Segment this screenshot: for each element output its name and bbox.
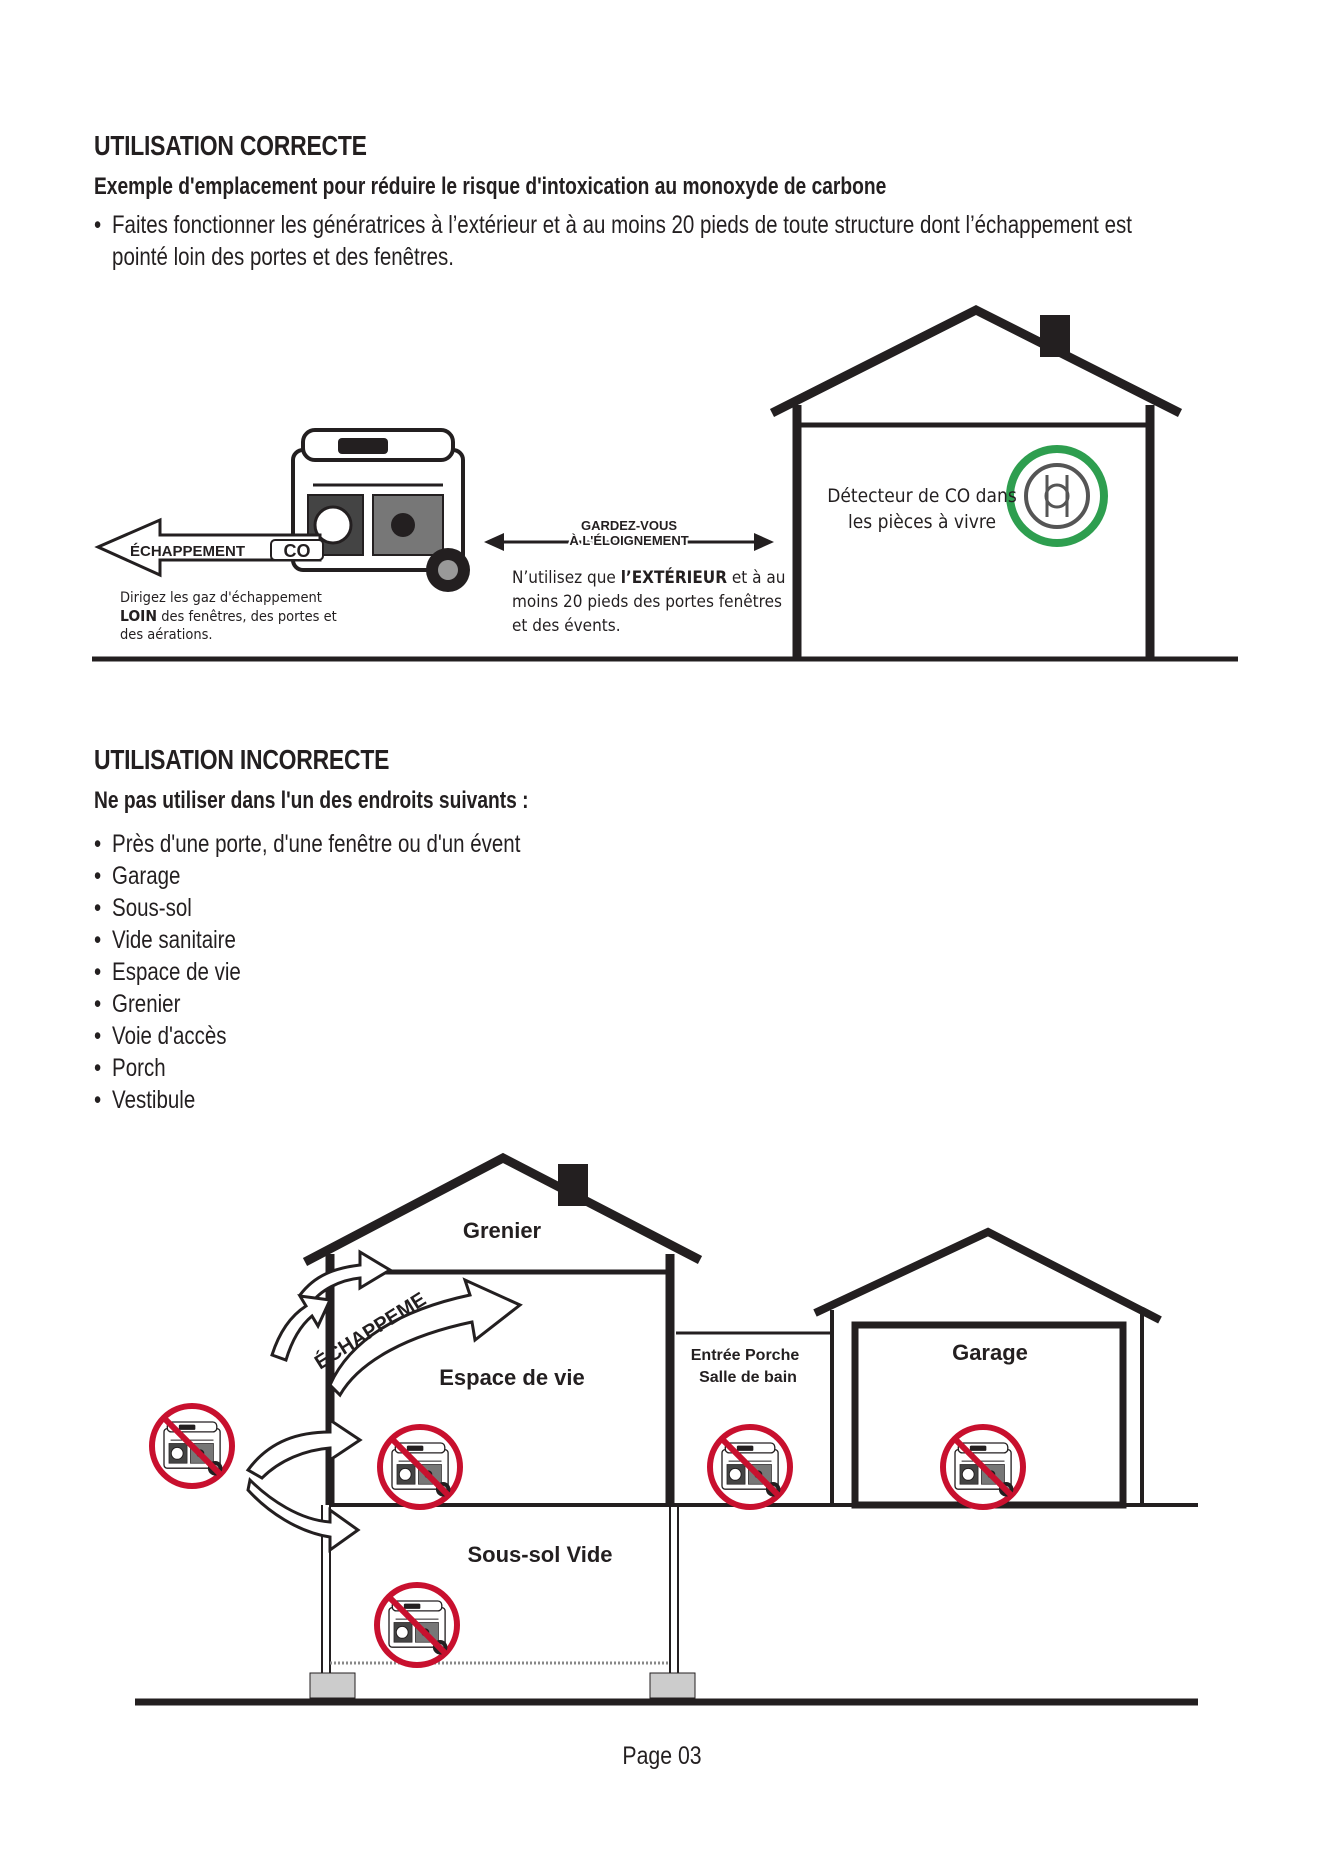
exhaust-label: ÉCHAPPEMENT <box>130 543 246 560</box>
keep-away-label-2: À L'ÉLOIGNEMENT <box>569 533 689 548</box>
list-item: • Vide sanitaire <box>94 926 236 954</box>
forbidden-basement-icon <box>377 1585 457 1665</box>
incorrect-use-title: UTILISATION INCORRECTE <box>94 744 390 775</box>
correct-bullet-line-1: Faites fonctionner les génératrices à l’extérieur et à au moins 20 pieds de toute structure dont l’échappement est <box>112 211 1132 239</box>
list-item: • Vestibule <box>94 1086 196 1114</box>
exhaust-note-loin: LOIN <box>120 607 158 625</box>
forbidden-garage-icon <box>943 1427 1023 1507</box>
basement-outline <box>310 1505 695 1698</box>
forbidden-outside-icon <box>152 1406 232 1486</box>
exhaust-curve-label: ÉCHAPPEME <box>310 1288 431 1375</box>
exhaust-note-1: Dirigez les gaz d'échappement <box>120 590 322 606</box>
detector-label-2: les pièces à vivre <box>848 511 996 533</box>
attic-label: Grenier <box>462 1218 542 1243</box>
outdoor-note-4: et des évents. <box>512 616 621 636</box>
bullet-dot: • <box>94 211 102 239</box>
living-space-label: Espace de vie <box>439 1365 585 1390</box>
outdoor-note-bold: l’EXTÉRIEUR <box>620 568 727 588</box>
forbidden-porch-icon <box>710 1427 790 1507</box>
list-item: • Garage <box>94 862 181 890</box>
outdoor-note-2: et à au <box>726 568 786 588</box>
garage-label: Garage <box>952 1340 1028 1365</box>
list-item: • Espace de vie <box>94 958 241 986</box>
keep-away-label-1: GARDEZ-VOUS <box>580 518 678 533</box>
porch-label-2: Salle de bain <box>699 1369 797 1386</box>
correct-bullet-line-2: pointé loin des portes et des fenêtres. <box>112 243 454 271</box>
page-number: Page 03 <box>622 1742 702 1770</box>
forbidden-living-icon <box>380 1427 460 1507</box>
list-item: • Porch <box>94 1054 166 1082</box>
porch-label-1: Entrée Porche <box>690 1347 800 1364</box>
chimney-lower <box>558 1164 588 1206</box>
correct-use-subtitle: Exemple d'emplacement pour réduire le risque d'intoxication au monoxyde de carbone <box>94 173 887 200</box>
correct-use-title: UTILISATION CORRECTE <box>94 130 367 161</box>
outdoor-note-1: N’utilisez que <box>512 568 621 588</box>
basement-label: Sous-sol Vide <box>467 1542 613 1567</box>
incorrect-use-subtitle: Ne pas utiliser dans l'un des endroits suivants : <box>94 787 529 814</box>
detector-label-1: Détecteur de CO dans <box>827 485 1017 507</box>
exhaust-note-2: des fenêtres, des portes et <box>157 609 337 625</box>
list-item: • Sous-sol <box>94 894 192 922</box>
co-label: CO <box>283 541 311 561</box>
list-item: • Grenier <box>94 990 181 1018</box>
list-item: • Voie d'accès <box>94 1022 227 1050</box>
list-item: • Près d'une porte, d'une fenêtre ou d'un évent <box>94 830 521 858</box>
exhaust-note-3: des aérations. <box>120 627 213 643</box>
outdoor-note-3: moins 20 pieds des portes fenêtres <box>512 592 782 612</box>
